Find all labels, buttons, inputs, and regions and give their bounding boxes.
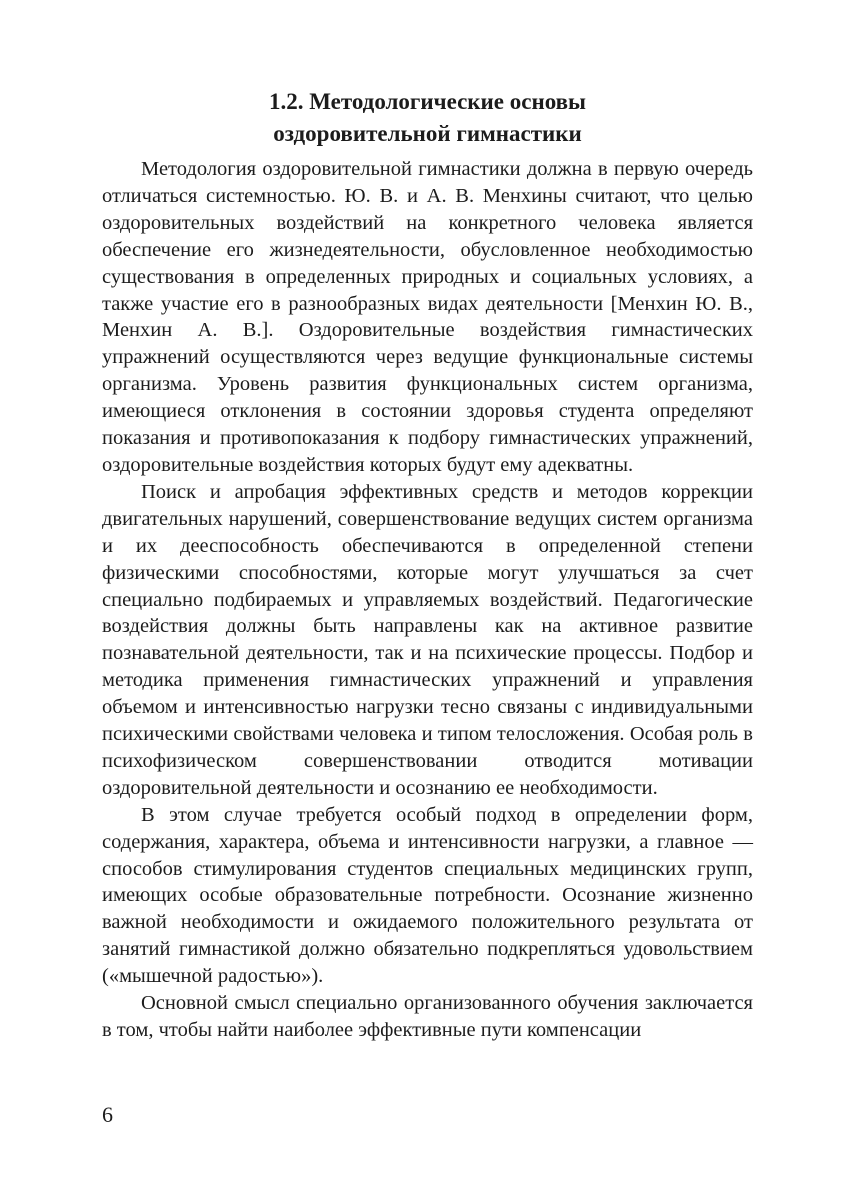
page-number: 6 <box>102 1102 113 1127</box>
paragraph-2: Поиск и апробация эффективных средств и методов коррекции двигательных нарушений, совершенствование ведущих систем организма и их дееспособность обеспечиваются в определенной степени физическими способностями, которые могут улучшаться за счет специально подбираемых и управляемых воздействий. Педагогические воздействия должны быть направлены как на активное развитие познавательной деятельности, так и на психические процессы. Подбор и методика применения гимнастических упражнений и управления объемом и интенсивностью нагрузки тесно связаны с индивидуальными психическими свойствами человека и типом телосложения. Особая роль в психофизическом совершенствовании отводится мотивации оздоровительной деятельности и осознанию ее необходимости. <box>102 480 753 799</box>
paragraph-1: Методология оздоровительной гимнастики должна в первую очередь отличаться системностью. Ю. В. и А. В. Менхины считают, что целью оздоровительных воздействий на конкретного человека является обеспечение его жизнедеятельности, обусловленное необходимостью существования в определенных природных и социальных условиях, а также участие его в разнообразных видах деятельности [Менхин Ю. В., Менхин А. В.]. Оздоровительные воздействия гимнастических упражнений осуществляются через ведущие функциональные системы организма. Уровень развития функциональных систем организма, имеющиеся отклонения в состоянии здоровья студента определяют показания и противопоказания к подбору гимнастических упражнений, оздоровительные воздействия которых будут ему адекватны. <box>102 158 753 476</box>
section-heading-line-1: 1.2. Методологические основы <box>268 89 587 114</box>
body-text <box>102 156 753 1044</box>
paragraph-4: Основной смысл специально организованного обучения заключается в том, чтобы найти наиболее эффективные пути компенсации <box>102 992 753 1041</box>
section-heading-line-2: оздоровительной гимнастики <box>273 121 582 146</box>
section-heading <box>102 86 753 150</box>
paragraph-3: В этом случае требуется особый подход в определении форм, содержания, характера, объема и интенсивности нагрузки, а главное — способов стимулирования студентов специальных медицинских групп, имеющих особые образовательные потребности. Осознание жизненно важной необходимости и ожидаемого положительного результата от занятий гимнастикой должно обязательно подкрепляться удовольствием («мышечной радостью»). <box>102 803 753 988</box>
